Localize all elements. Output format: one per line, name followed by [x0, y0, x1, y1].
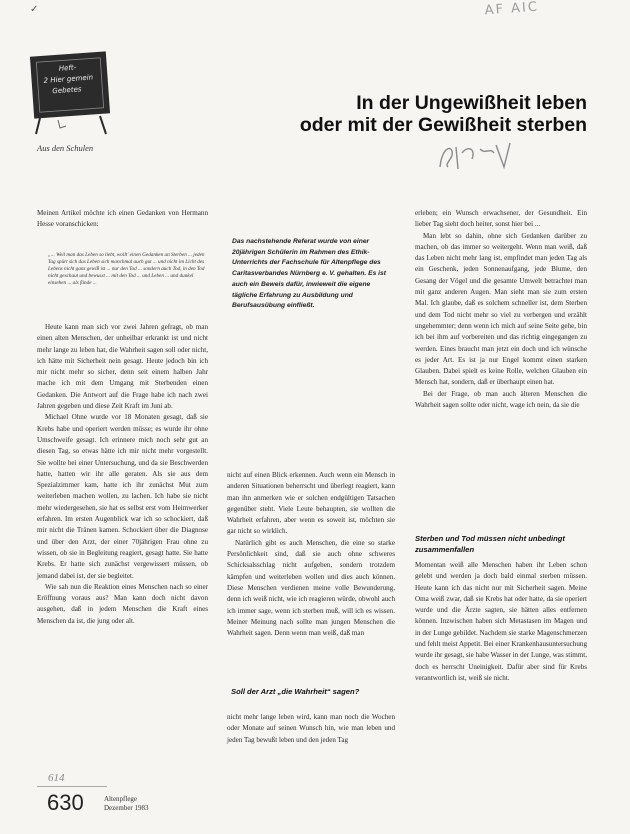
column-logo	[30, 48, 114, 138]
magazine-name: Altenpflege	[104, 795, 138, 803]
body-paragraph: nicht auf einen Blick erkennen. Auch wenn ein Mensch in anderen Situationen beherrscht und überlegt reagiert, kann man ihn anmerken wie er solchen endgültigen Tatsachen gegenüber steht. Viele Leute behaupten, sie wollten die Wahrheit erfahren, aber wenn es soweit ist, möchten sie gar nicht so wirklich.	[227, 471, 395, 536]
blackboard-logo-image	[30, 48, 114, 138]
handwritten-signature	[436, 137, 516, 173]
hesse-quote: „... Weil man das Leben so liebt, wollt' einen Gedanken an Sterben ... jeden Tag spürt sich das Leben sich manchmal auch gut ... und nicht im Licht des Lebens nicht ganz gewiß ist ... nur den Tod ... sondern auch Tod, in den Tod nicht geschaut und bewusst ... mit den Tod ... und Leben ... und dunkel einsehen ... als fände ...	[48, 252, 205, 286]
magazine-credit	[104, 795, 149, 813]
body-paragraph: Heute kann man sich vor zwei Jahren gefragt, ob man einen alten Menschen, der unheilbar erkrankt ist und nicht mehr lange zu leben hat, die Wahrheit sagen soll oder nicht, ich hätte mit Sicherheit nein gesagt. Heute jedoch bin ich mir nicht mehr so sicher, denn seit einem halben Jahr mache ich mit dem Umgang mit Sterbenden einen Gedanken. Die Antwort auf die Frage habe ich nach zwei Jahren gegeben und diese Zeit Kraft im Juni ab.	[37, 323, 208, 411]
intro-paragraph: Meinen Artikel möchte ich einen Gedanken von Hermann Hesse voranschicken:	[37, 209, 208, 229]
subheading-arzt: Soll der Arzt „die Wahrheit“ sagen?	[231, 687, 360, 696]
text-column-3-continued	[415, 560, 587, 684]
body-paragraph: Bei der Frage, ob man auch älteren Menschen die Wahrheit sagen sollte oder nicht, wage ich nein, da sie die	[415, 389, 587, 410]
body-paragraph: Natürlich gibt es auch Menschen, die eine so starke Persönlichkeit sind, daß sie auch ohne schweres Schicksalsschlag nicht aufgeben, sondern trotzdem kämpfen und weiterleben wollen und dies auch können. Diese Menschen verdienen meine volle Bewunderung, denn ich weiß nicht, wie ich reagieren würde, obwohl auch ich immer sage, wenn ich sterben muß, will ich es wissen. Meiner Meinung nach sollte man jungen Menschen die Wahrheit sagen. Denn wenn man weiß, daß man	[227, 538, 395, 638]
text-column-1-body	[37, 322, 208, 627]
logo-line-1: Heft-	[58, 63, 77, 73]
magazine-issue: Dezember 1983	[104, 804, 149, 812]
title-line-1: In der Ungewißheit leben	[356, 92, 587, 114]
logo-line-2: 2 Hier gemein	[43, 73, 94, 85]
title-line-2: oder mit der Gewißheit sterben	[299, 114, 587, 136]
body-paragraph: Momentan weiß alle Menschen haben ihr Leben schon gelebt und werden ja doch bald einmal sterben müssen. Heute kann ich das nicht nur mit Sicherheit sagen. Meine Oma weiß zwar, daß sie Krebs hat oder hatte, da sie operiert wurde und die Ärzte sagten, sie hätten alles entfernen können. Inzwischen haben sich Metastasen im Magen und in der Lunge gebildet. Nachdem sie starke Magenschmerzen und fehlt meist Appetit. Bei einer Krankenhausuntersuchung wurde ihr gesagt, sie habe Wasser in der Lunge, was stimmt, doch es herrscht Uneinigkeit. Dafür aber sind für Krebs verantwortlich ist, weiß sie nicht.	[415, 561, 587, 682]
body-paragraph: Man lebt so dahin, ohne sich Gedanken darüber zu machen, ob das immer so weitergeht. Wenn man weiß, daß das Leben nicht mehr lang ist, empfindet man jeden Tag als ein Geschenk, jeden Sonnenaufgang, jede Blume, den Gesang der Vögel und die gesamte Umwelt betrachtet man mit ganz anderen Augen. Man sieht man sie zum ersten Mal. Ich glaube, daß es solchem schneller ist, dem Sterben und dem Tod nicht mehr so viel zu verbergen und erzählt ungehemmter; denn wenn ich mich auf seine Seite gehe, bin ich bei ihm auf vorbereiten und das richtig eingegangen zu werden. Eines braucht man jetzt ein doch und ich wünsche es jeder Art. Es ist ja nur Engel kommt einen starken Glauben. Dabei spielt es keine Rolle, welchen Glauben ein Mensch hat, sondern, daß er überhaupt einen hat.	[415, 231, 587, 387]
logo-line-3: Gebetes	[52, 85, 82, 96]
body-paragraph: erleben; ein Wunsch erwachsener, der Gesundheit. Ein lieber Tag sieht doch heiter, sonst hier bei ...	[415, 209, 587, 229]
body-paragraph: Michael Ohne wurde vor 18 Monaten gesagt, daß sie Krebs habe und operiert werden müsse; es wurde ihr ohne Umschweife gesagt. Ich erinnere mich noch sehr gut an diesen Tag, so etwas hätte ich mir nicht mehr vorgestellt. Sie wollte bei einer Untersuchung, und da sie Beschwerden hatte, hatten wir ihr alle geraten. Als sie aus dem Spezialzimmer kam, hatte ich ihr zunächst Mut zum weiterleben machen wollen, zu lachen. Ich habe sie nicht mehr wiedergesehen, sie hat es selbst erst vom Heimwerker erfahren. Im ersten Augenblick war ich so schockiert, daß mir nicht die Tränen kamen. Schockiert über die Diagnose und über den Arzt, der einer 70jährigen Frau ohne zu wissen, ob sie in Begleitung reagiert, gesagt hatte. Sie hatte Krebs. Er hatte sich zunächst vergewissert müssen, ob jemand dabei ist, der sie begleitet.	[37, 413, 208, 580]
handwritten-marginalia: AF AIC	[484, 0, 540, 19]
body-paragraph: nicht mehr lange leben wird, kann man noch die Wochen oder Monate auf seinen Wunsch hin, wie man leben und jeden Tag bewußt leben und den jeden Tag	[227, 713, 395, 744]
text-column-1	[37, 208, 208, 231]
corner-mark: ✓	[30, 4, 39, 15]
footer-divider	[37, 786, 107, 787]
article-lead: Das nachstehende Referat wurde von einer 20jährigen Schülerin im Rahmen des Ethik-Unterrichts der Fachschule für Altenpflege des Caritasverbandes Nürnberg e. V. gehalten. Es ist auch ein Beweis dafür, inwieweit die eigene tägliche Erfahrung zu Ausbildung und Berufsausübung einfließt.	[232, 238, 386, 310]
body-paragraph: Wie sah nun die Reaktion eines Menschen nach so einer Eröffnung voraus aus? Man kann doch nicht davon ausgehen, daß in jedem Menschen die Kraft eines Menschen da ist, die jung oder alt.	[37, 582, 208, 625]
article-title	[300, 92, 587, 136]
text-column-3	[415, 208, 587, 411]
footer-handwriting: 614	[48, 772, 65, 784]
section-rubric: Aus den Schulen	[37, 143, 94, 153]
text-column-2-continued	[227, 712, 395, 746]
text-column-2	[227, 470, 395, 639]
page-number: 630	[47, 790, 84, 815]
subheading-sterben: Sterben und Tod müssen nicht unbedingt zusammenfallen	[415, 534, 565, 554]
